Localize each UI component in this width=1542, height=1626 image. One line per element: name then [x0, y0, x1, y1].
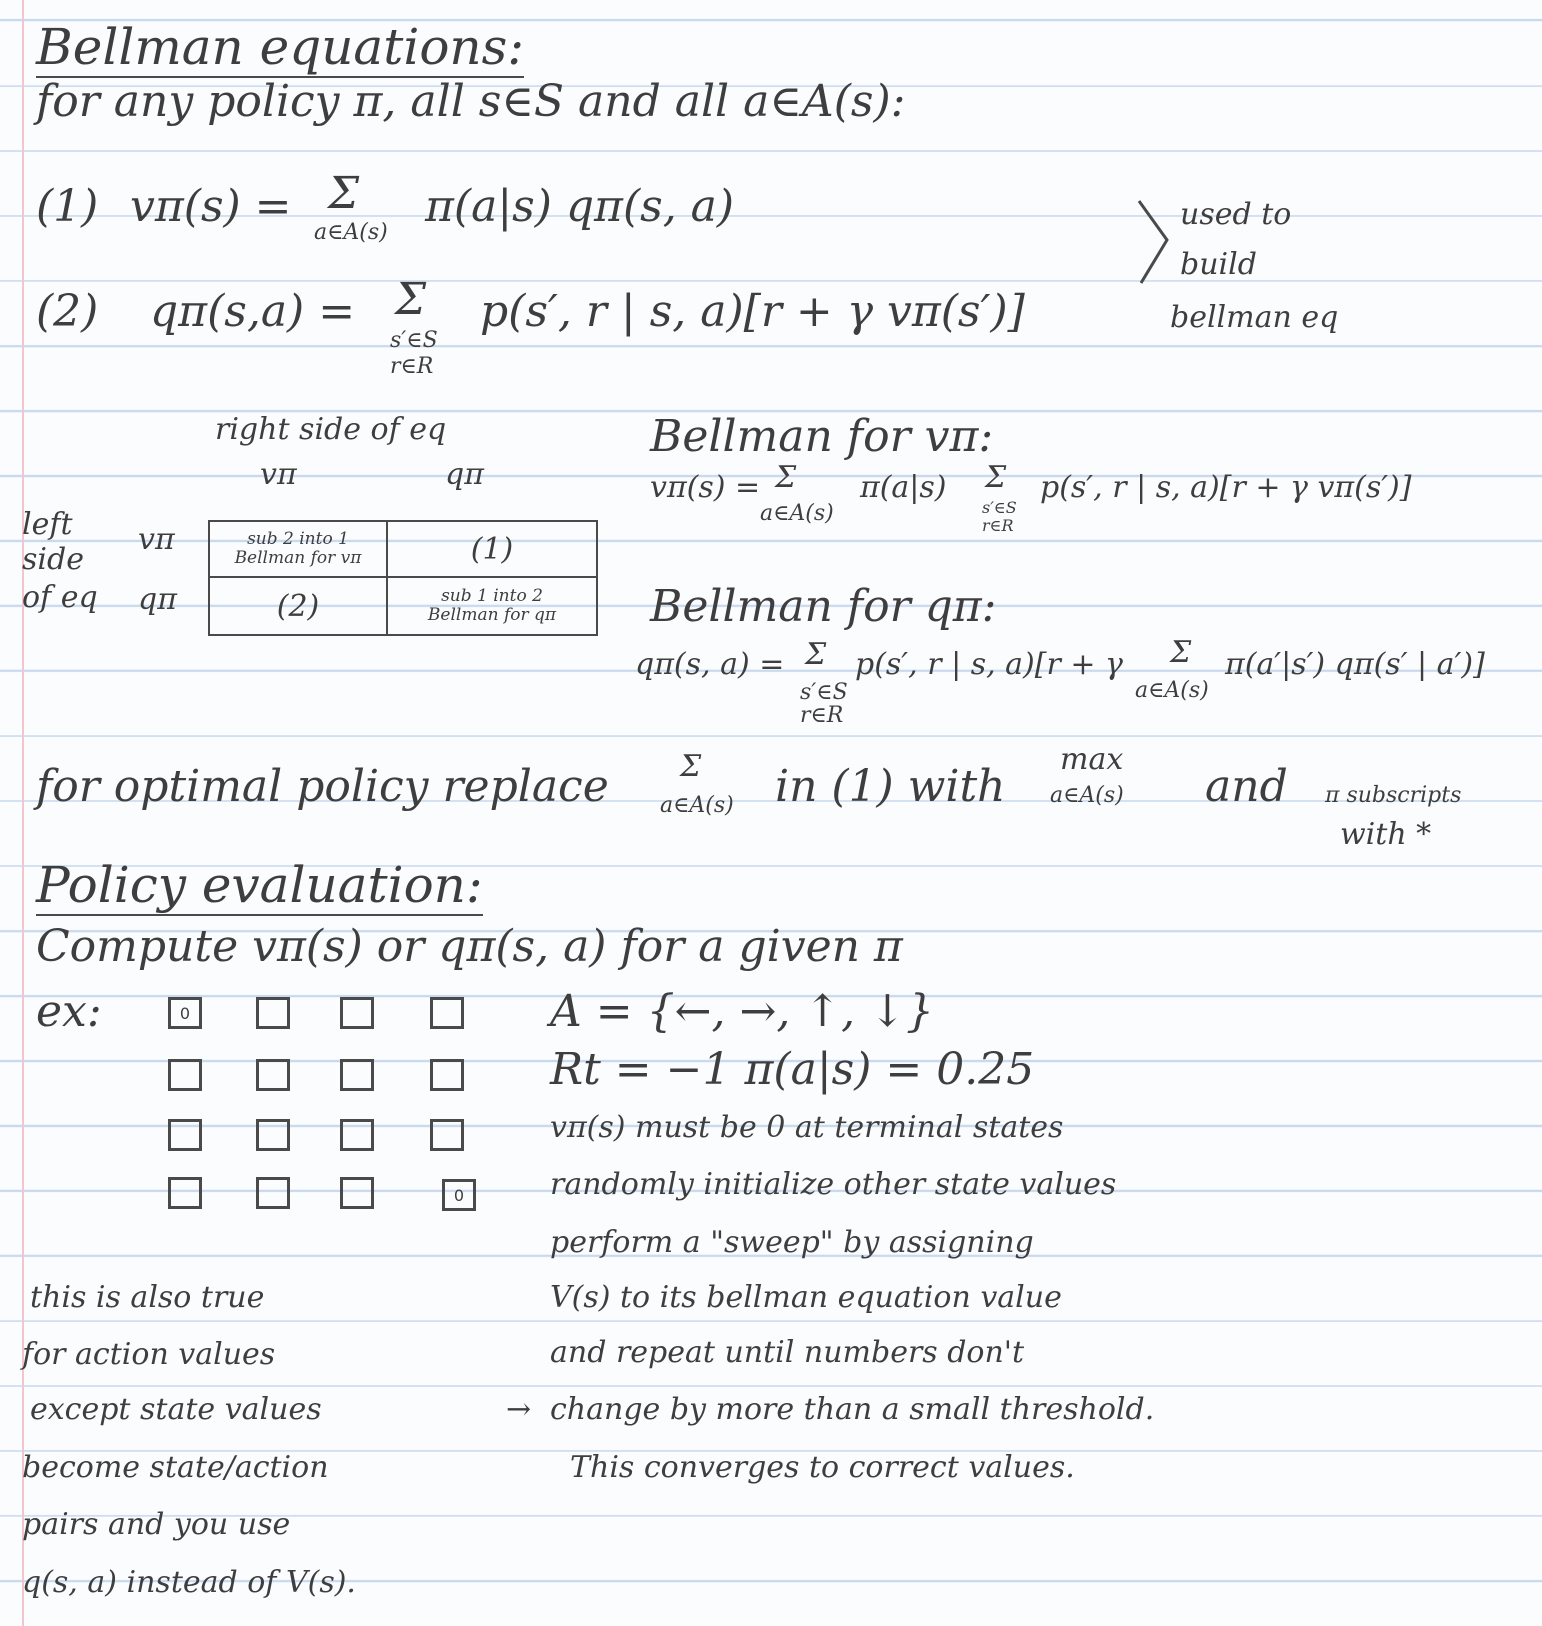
bellman-q-title: Bellman for qπ: — [650, 581, 997, 632]
side-note-line4: become state/action — [22, 1450, 329, 1485]
bellman-q-sum-a1: s′∈S — [800, 680, 848, 705]
grid-cell-terminal-top-left: 0 — [168, 997, 202, 1029]
bellman-v-sum-b1: s′∈S — [982, 498, 1017, 517]
note-initialize: randomly initialize other state values — [550, 1167, 1117, 1202]
grid-cell — [168, 1119, 202, 1151]
side-note-line5: pairs and you use — [22, 1507, 291, 1542]
ex-label: ex: — [36, 986, 102, 1037]
note-converges: This converges to correct values. — [570, 1450, 1075, 1485]
table-cell-r2c2 — [386, 576, 598, 636]
note-repeat: and repeat until numbers don't — [550, 1335, 1025, 1370]
grid-cell — [256, 1119, 290, 1151]
table-col-header-v: vπ — [260, 457, 297, 492]
grid-cell — [340, 1177, 374, 1209]
note-reward-policy: Rt = −1 π(a|s) = 0.25 — [550, 1044, 1035, 1095]
eq2-lhs: qπ(s,a) = — [150, 286, 356, 337]
bellman-v-sum-a: a∈A(s) — [760, 501, 834, 526]
eq2-sum-under1: s′∈S — [390, 328, 438, 353]
bellman-q-sum-b: a∈A(s) — [1135, 678, 1209, 703]
grid-cell — [256, 997, 290, 1029]
gridworld — [168, 997, 488, 1227]
table-left-caption-3: of eq — [22, 580, 98, 615]
bellman-q-sum-a2: r∈R — [800, 703, 844, 728]
margin-line — [22, 0, 24, 1626]
grid-cell — [430, 997, 464, 1029]
table-cell-r2c2-line2: Bellman for qπ — [427, 605, 557, 625]
eq2-sigma: Σ — [395, 274, 427, 325]
eq1-sum-under: a∈A(s) — [314, 220, 388, 245]
eq1-sigma: Σ — [328, 168, 360, 219]
arrow-icon: → — [506, 1392, 532, 1427]
eq2-rhs: p(s′, r | s, a)[r + γ vπ(s′)] — [480, 286, 1025, 337]
brace-note-line3: bellman eq — [1170, 300, 1339, 335]
bellman-v-sigma-a: Σ — [775, 460, 797, 495]
table-cell-r2c1 — [208, 576, 388, 636]
optimal-with-star: with * — [1340, 817, 1432, 852]
bellman-v-eq-a: vπ(s) = — [650, 470, 761, 505]
table-left-caption-2: side — [22, 542, 84, 577]
bellman-q-sigma-a: Σ — [805, 637, 827, 672]
optimal-part3: and — [1205, 761, 1288, 812]
grid-cell — [340, 1059, 374, 1091]
table-cell-r1c1 — [208, 520, 388, 578]
optimal-part2: in (1) with — [775, 761, 1006, 812]
optimal-max-under: a∈A(s) — [1050, 783, 1124, 808]
table-row-header-v: vπ — [138, 522, 175, 557]
grid-cell — [430, 1059, 464, 1091]
bellman-v-eq-c: p(s′, r | s, a)[r + γ vπ(s′)] — [1040, 470, 1412, 505]
optimal-pi-subscripts: π subscripts — [1325, 783, 1462, 808]
heading-bellman-equations: Bellman equations: — [36, 18, 525, 76]
heading-policy-evaluation: Policy evaluation: — [36, 856, 483, 914]
optimal-sigma: Σ — [680, 749, 702, 784]
note-threshold: change by more than a small threshold. — [550, 1392, 1155, 1427]
compute-line: Compute vπ(s) or qπ(s, a) for a given π — [36, 921, 903, 972]
table-cell-r2c1-text: (2) — [276, 588, 320, 624]
optimal-max-top: max — [1060, 742, 1124, 777]
side-note-line2: for action values — [22, 1337, 276, 1372]
grid-cell — [256, 1059, 290, 1091]
bellman-q-sigma-b: Σ — [1170, 635, 1192, 670]
table-cell-r1c1-line2: Bellman for vπ — [234, 548, 362, 568]
bellman-table — [208, 520, 598, 640]
bellman-q-eq-b: p(s′, r | s, a)[r + γ — [855, 647, 1123, 682]
side-note-line6: q(s, a) instead of V(s). — [22, 1565, 356, 1600]
brace-icon — [1135, 195, 1175, 290]
bellman-q-eq-c: π(a′|s′) qπ(s′ | a′)] — [1225, 647, 1485, 682]
bellman-q-eq-a: qπ(s, a) = — [635, 647, 785, 682]
table-col-header-q: qπ — [445, 457, 484, 492]
grid-cell-terminal-bottom-right: 0 — [442, 1179, 476, 1211]
table-row-header-q: qπ — [138, 582, 177, 617]
bellman-v-sum-b2: r∈R — [982, 516, 1014, 535]
optimal-part1: for optimal policy replace — [36, 761, 609, 812]
table-cell-r1c2 — [386, 520, 598, 578]
grid-cell — [340, 1119, 374, 1151]
eq1-rhs: π(a|s) qπ(s, a) — [425, 181, 735, 232]
brace-note-line1: used to — [1180, 197, 1292, 232]
note-terminal: vπ(s) must be 0 at terminal states — [550, 1110, 1064, 1145]
table-cell-r1c1-line1: sub 2 into 1 — [247, 529, 349, 550]
bellman-v-eq-b: π(a|s) — [860, 470, 947, 505]
intro-line: for any policy π, all s∈S and all a∈A(s): — [36, 76, 906, 127]
table-top-caption: right side of eq — [215, 412, 447, 447]
bellman-v-title: Bellman for vπ: — [650, 411, 994, 462]
eq2-number: (2) — [36, 286, 99, 337]
brace-note-line2: build — [1180, 247, 1257, 282]
table-cell-r1c2-text: (1) — [470, 531, 514, 567]
grid-cell — [340, 997, 374, 1029]
table-cell-r2c2-line1: sub 1 into 2 — [441, 586, 543, 607]
table-left-caption-1: left — [22, 507, 73, 542]
eq2-sum-under2: r∈R — [390, 354, 434, 379]
bellman-v-sigma-b: Σ — [985, 460, 1007, 495]
grid-cell — [430, 1119, 464, 1151]
grid-cell — [168, 1059, 202, 1091]
grid-cell — [168, 1177, 202, 1209]
eq1-number: (1) — [36, 181, 99, 232]
note-assign: V(s) to its bellman equation value — [550, 1280, 1062, 1315]
side-note-line1: this is also true — [30, 1280, 265, 1315]
eq1-lhs: vπ(s) = — [130, 181, 292, 232]
note-sweep: perform a "sweep" by assigning — [550, 1225, 1034, 1260]
optimal-sum-under: a∈A(s) — [660, 793, 734, 818]
side-note-line3: except state values — [30, 1392, 322, 1427]
grid-cell — [256, 1177, 290, 1209]
note-actions: A = {←, →, ↑, ↓} — [550, 986, 934, 1037]
